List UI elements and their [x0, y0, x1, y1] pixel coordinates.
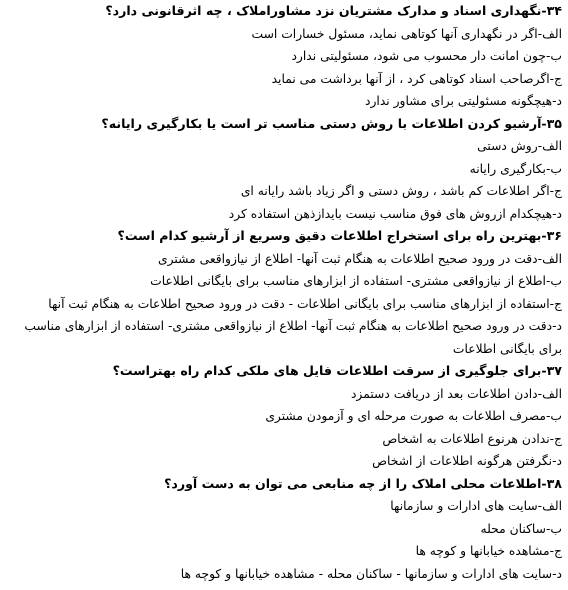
- option-a: الف-روش دستی: [477, 139, 562, 153]
- question-title: ۳۴-نگهداری اسناد و مدارک مشتریان نزد مشاوراملاک ، چه اثرقانونی دارد؟: [105, 3, 562, 18]
- option-c: ج-اگر اطلاعات کم باشد ، روش دستی و اگر زیاد باشد رایانه ای: [240, 184, 562, 198]
- option-b: ب-چون امانت دار محسوب می شود، مسئولیتی ندارد: [291, 49, 562, 63]
- option-b: ب-بکارگیری رایانه: [469, 161, 562, 176]
- option-a: الف-اگر در نگهداری آنها کوتاهی نماید، مسئول خسارات است: [251, 26, 562, 41]
- question-title: ۳۸-اطلاعات محلی املاک را از چه منابعی می توان به دست آورد؟: [164, 475, 562, 491]
- option-c: ج-اگرصاحب اسناد کوتاهی کرد ، از آنها برداشت می نماید: [271, 71, 562, 86]
- option-b: ب-مصرف اطلاعات به صورت مرحله ای و آزمودن مشتری: [265, 409, 562, 423]
- option-d: د-هیچگونه مسئولیتی برای مشاور ندارد: [364, 94, 562, 108]
- option-d: د-نگرفتن هرگونه اطلاعات از اشخاص: [372, 454, 562, 468]
- option-d: د-هیچکدام ازروش های فوق مناسب نیست بایدازذهن استفاده کرد: [228, 206, 562, 221]
- question-title: ۳۷-برای جلوگیری از سرقت اطلاعات فایل های ملکی کدام راه بهتراست؟: [112, 363, 562, 378]
- question-title: ۳۵-آرشیو کردن اطلاعات با روش دستی مناسب تر است یا بکارگیری رایانه؟: [101, 115, 562, 131]
- question-title: ۳۶-بهترین راه برای استخراج اطلاعات دقیق وسریع از آرشیو کدام است؟: [117, 228, 562, 243]
- question-38: [4, 473, 562, 586]
- option-a: الف-دادن اطلاعات بعد از دریافت دستمزد: [350, 386, 562, 401]
- option-d: د-دقت در ورود صحیح اطلاعات به هنگام ثبت آنها- اطلاع از نیازواقعی مشتری- استفاده از ابزارهای مناسب برای بایگانی اطلاعات: [24, 319, 562, 356]
- option-a: الف-سایت های ادارات و سازمانها: [390, 499, 562, 513]
- option-c: ج-مشاهده خیابانها و کوچه ها: [415, 544, 562, 558]
- question-34: [4, 0, 562, 113]
- option-c: ج-استفاده از ابزارهای مناسب برای بایگانی اطلاعات - دقت در ورود صحیح اطلاعات به هنگام ثبت آنها: [48, 296, 562, 311]
- question-37: [4, 360, 562, 473]
- question-35: [4, 113, 562, 226]
- option-b: ب-اطلاع از نیازواقعی مشتری- استفاده از ابزارهای مناسب برای بایگانی اطلاعات: [150, 274, 562, 288]
- option-d: د-سایت های ادارات و سازمانها - ساکنان محله - مشاهده خیابانها و کوچه ها: [180, 566, 562, 581]
- question-36: [4, 225, 562, 360]
- option-a: الف-دقت در ورود صحیح اطلاعات به هنگام ثبت آنها- اطلاع از نیازواقعی مشتری: [157, 251, 562, 266]
- option-b: ب-ساکنان محله: [480, 521, 562, 536]
- option-c: ج-ندادن هرنوع اطلاعات به اشخاص: [382, 431, 562, 446]
